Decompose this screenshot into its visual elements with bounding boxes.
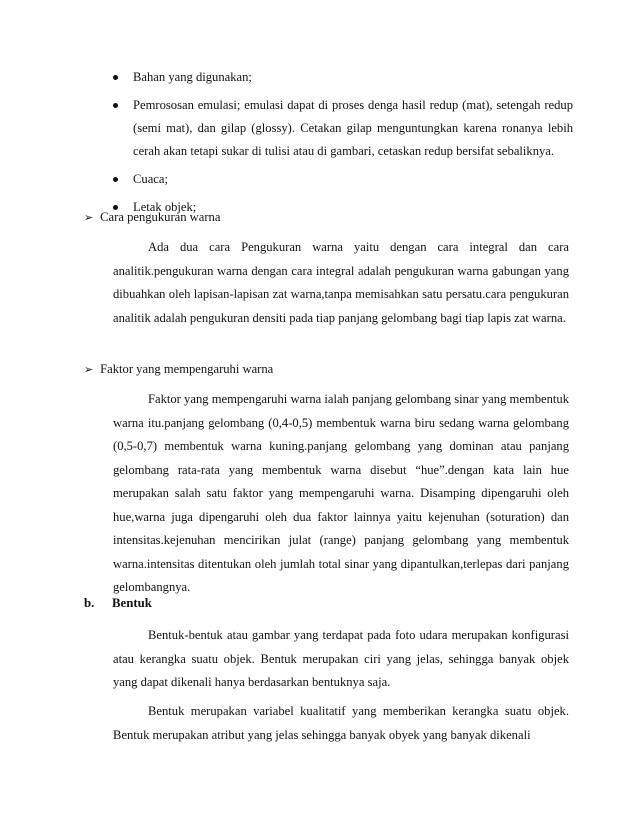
paragraph-text: Bentuk-bentuk atau gambar yang terdapat pada foto udara merupakan konfigurasi atau kerangka suatu objek. Bentuk merupakan ciri yang jelas, sehingga banyak objek yang dapat dikenali hanya berdasarkan bentuknya saja. [113,628,569,689]
paragraph-text: Bentuk merupakan variabel kualitatif yang memberikan kerangka suatu objek. Bentuk merupakan atribut yang jelas sehingga banyak obyek yang banyak dikenali [113,704,569,742]
paragraph-text: Ada dua cara Pengukuran warna yaitu dengan cara integral dan cara analitik.pengukuran warna dengan cara integral adalah pengukuran warna gabungan yang dibuahkan oleh lapisan-lapisan zat warna,tanpa memisahkan satu persatu.cara pengukuran analitik adalah pengukuran densiti pada tiap panjang gelombang bagi tiap lapis zat warna. [113,240,569,325]
bullet-list-factors [113,66,573,224]
subheading-text: Cara pengukuran warna [100,210,221,224]
paragraph-bentuk-1 [113,624,569,695]
section-title: Bentuk [112,596,152,610]
subheading-faktor [84,359,273,380]
list-item-text: Pemrososan emulasi; emulasi dapat di proses denga hasil redup (mat), setengah redup (semi mat), dan gilap (glossy). Cetakan gilap menguntungkan karena ronanya lebih cerah akan tetapi sukar di tulisi atau di gambari, cetaskan redup bersifat sebaliknya. [133,98,573,158]
paragraph-cara-pengukuran [113,236,569,330]
paragraph-faktor [113,388,569,600]
list-item [113,66,573,89]
bullet-dot-icon [113,103,118,108]
bullet-dot-icon [113,75,118,80]
list-item-text: Bahan yang digunakan; [133,70,252,84]
paragraph-bentuk-2 [113,700,569,747]
bullet-dot-icon [113,177,118,182]
list-item [113,168,573,191]
section-number: b. [84,596,95,610]
paragraph-text: Faktor yang mempengaruhi warna ialah panjang gelombang sinar yang membentuk warna itu.panjang gelombang (0,4-0,5) membentuk warna biru sedang warna gelombang (0,5-0,7) membentuk warna kuning.panjang gelombang yang dominan atau panjang gelombang rata-rata yang membentuk warna disebut “hue”.dengan kata lain hue merupakan salah satu faktor yang mempengaruhi warna. Disamping dipengaruhi oleh hue,warna juga dipengaruhi oleh dua faktor lainnya yaitu kejenuhan (soturation) dan intensitas.kejenuhan mencirikan julat (range) panjang gelombang yang membentuk warna.intensitas ditentukan oleh jumlah total sinar yang dipantulkan,terlepas dari panjang gelombangnya. [113,392,569,594]
section-heading-bentuk [84,596,152,611]
list-item-text: Letak objek; [133,200,197,214]
subheading-cara-pengukuran [84,207,220,228]
subheading-text: Faktor yang mempengaruhi warna [100,362,274,376]
list-item [113,94,573,163]
arrow-bullet-icon: ➢ [84,212,94,224]
arrow-bullet-icon: ➢ [84,364,94,376]
list-item-text: Cuaca; [133,172,168,186]
